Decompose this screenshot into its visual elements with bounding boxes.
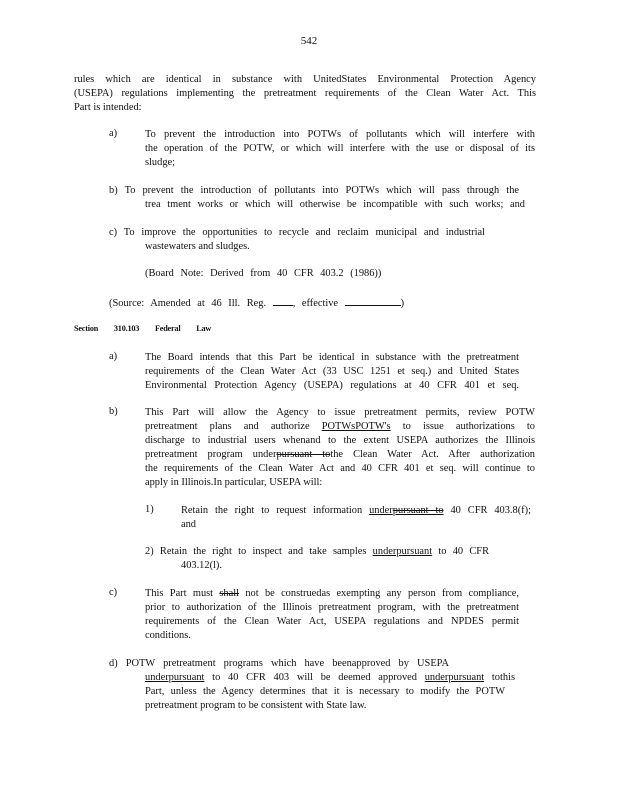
page-number: 542 xyxy=(300,35,318,47)
reg-blank xyxy=(273,295,293,306)
item-c-text-cont: wastewaters and sludges. xyxy=(145,241,250,252)
item-b-text: b) To prevent the introduction of pollutants into POTWs which will pass through the xyxy=(109,185,519,196)
item-a-text: To prevent the introduction into POTWs of pollutants which will interfere with the operation of the POTW, or which will interfere with the use or disposal of its sludge; xyxy=(145,129,535,168)
s103-b-text: This Part will allow the Agency to issue pretreatment permits, review POTW pretreatment plans and authorize POTWsPOTW's to issue authorizations to discharge to industrial users whenand to the extent USEPA authorizes the Illinois pretreatment program underpursuant tothe Clean Water Act. After authorization the requirements of the Clean Water Act and 40 CFR 401 et seq. will continue to apply in Illinois.In particular, USEPA will: xyxy=(145,407,535,488)
source-note: (Source: Amended at 46 Ill. Reg. , effective ) xyxy=(109,295,404,311)
section-heading: Section 310.103 Federal Law xyxy=(74,324,212,333)
s103-b2-text-cont: 403.12(l). xyxy=(181,560,222,571)
intro-line-2: (USEPA) regulations implementing the pretreatment requirements of the Clean Water Act. This xyxy=(74,88,536,99)
item-c-text: c) To improve the opportunities to recycle and reclaim municipal and industrial xyxy=(109,227,485,238)
intro-line-1: rules which are identical in substance with UnitedStates Environmental Protection Agency xyxy=(74,74,536,85)
s103-c-text: This Part must shall not be construedas exempting any person from compliance, prior to authorization of the Illinois pretreatment program, with the pretreatment requirements of the Clean Water Act, USEPA regulations and NPDES permit conditions. xyxy=(145,588,519,641)
s103-b-label: b) xyxy=(109,406,118,417)
s103-c-label: c) xyxy=(109,587,118,598)
s103-a-text: The Board intends that this Part be identical in substance with the pretreatment requirements of the Clean Water Act (33 USC 1251 et seq.) and United States Environmental Protection Agency (USEPA) regulations at 40 CFR 401 et seq. xyxy=(145,352,519,391)
s103-d-text-cont: underpursuant to 40 CFR 403 will be deemed approved underpursuant tothis Part, unless the Agency determines that it is necessary to modify the POTW pretreatment program to be consistent with State law. xyxy=(145,672,515,711)
s103-b2-text: 2) Retain the right to inspect and take samples underpursuant to 40 CFR xyxy=(145,546,489,557)
s103-b1-text: Retain the right to request information underpursuant to 40 CFR 403.8(f); and xyxy=(181,505,531,530)
s103-a-label: a) xyxy=(109,351,118,362)
intro-paragraph xyxy=(74,73,536,115)
item-b-text-cont: trea tment works or which will otherwise be incompatible with such works; and xyxy=(145,199,525,210)
s103-b1-label: 1) xyxy=(145,504,154,515)
s103-d-text: d) POTW pretreatment programs which have beenapproved by USEPA xyxy=(109,658,449,669)
board-note: (Board Note: Derived from 40 CFR 403.2 (1986)) xyxy=(145,268,382,279)
intro-line-3: Part is intended: xyxy=(74,102,142,113)
item-a-label: a) xyxy=(109,128,118,139)
effective-date-blank xyxy=(345,295,401,306)
